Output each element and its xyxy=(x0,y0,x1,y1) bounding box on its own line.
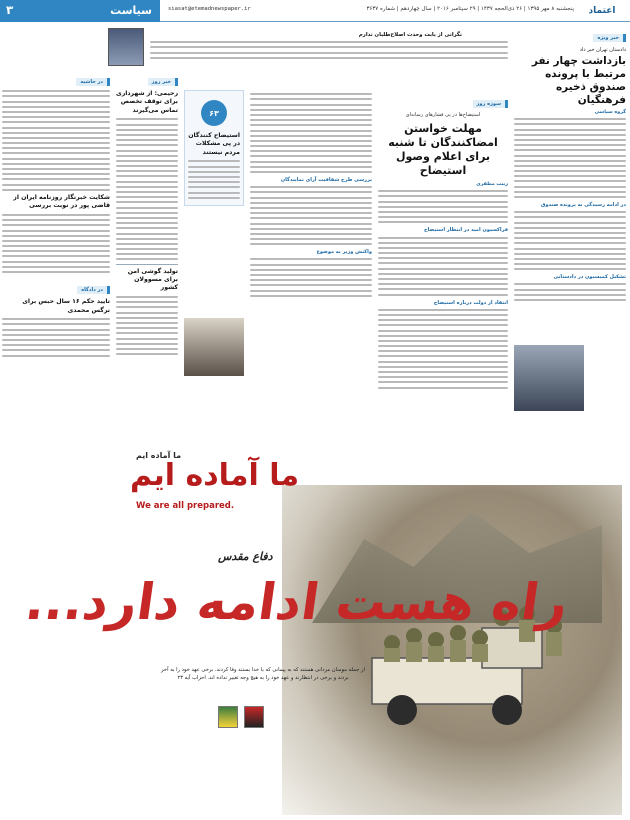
campaign-english-tagline: We are all prepared. xyxy=(136,501,235,511)
section-tag: خبر ویژه xyxy=(593,34,626,42)
sacred-defense-advertisement xyxy=(8,423,622,815)
brief-list xyxy=(2,90,110,191)
page-header xyxy=(0,0,630,22)
section-email: siasat@etemadnewspaper.ir xyxy=(168,6,251,12)
article-subhead: واکنش وزیر به موضوع xyxy=(316,249,372,256)
article-body xyxy=(2,214,110,273)
article-small xyxy=(116,68,178,419)
prosecutor-photo xyxy=(514,345,584,411)
emblem-icon xyxy=(218,706,238,728)
politician-portrait xyxy=(108,28,144,66)
quote-headline: استیضاح کنندگان در پی مشکلات مردم نیستند xyxy=(188,132,240,156)
minister-photo xyxy=(184,318,244,376)
article-headline: تایید حکم ۱۶ سال حبس برای نرگس محمدی xyxy=(22,298,110,314)
quran-quote: از جمله مومنان مردانی هستند که به پیمانی که با خدا بستند وفا کردند. برخی عهد خود را به آخر بردند و برخی در انتظارند و عهد خود را به هیچ وجه تغییر نداده اند. احزاب آیه ۲۳ xyxy=(161,667,365,681)
badge-number: ۶۳ xyxy=(209,108,219,118)
section-tab xyxy=(0,0,160,22)
campaign-logo: ما آماده ایم xyxy=(130,458,300,493)
article-body xyxy=(378,190,508,388)
article-school-fund xyxy=(514,24,626,419)
article-subhead: بررسی طرح شفافیت آرای نمایندگان xyxy=(280,177,372,183)
article-body xyxy=(2,318,110,356)
article-body xyxy=(116,296,178,355)
article-headline: شکایت خبرنگار روزنامه ایران از قاضی پور در نوبت بررسی xyxy=(13,193,110,210)
top-strip-title: نگرانی از بابت وحدت اصلاح‌طلبان ندارم xyxy=(358,32,462,38)
sacred-defense-title: دفاع مقدس xyxy=(218,550,273,563)
news-area xyxy=(0,24,630,419)
article-headline: بازداشت چهار نفر مرتبط با پرونده صندوق ذخیره فرهنگیان xyxy=(531,55,626,106)
divider xyxy=(116,264,178,265)
article-byline: گروه سیاسی xyxy=(594,110,626,115)
article-body xyxy=(116,118,178,260)
number-badge xyxy=(201,100,227,126)
quote-box xyxy=(184,90,244,206)
dateline: پنجشنبه ۸ مهر ۱۳۹۵ | ۲۶ ذی‌الحجه ۱۴۳۷ | ۲۹ سپتامبر ۲۰۱۶ | سال چهاردهم | شماره ۳۶۳۷ xyxy=(366,6,574,12)
article-body xyxy=(250,93,372,297)
page-number: ۳ xyxy=(6,3,14,17)
quote-column xyxy=(184,90,244,419)
section-tag: در حاشیه xyxy=(76,78,110,86)
section-tag: خبر روز xyxy=(148,78,178,86)
article-headline: رحیمی: از شهرداری برای توقف تخصص تماس می‌گیرند xyxy=(116,90,178,114)
article-subhead: تشکیل کمیسیون در دادستانی xyxy=(553,274,626,281)
sponsor-emblems xyxy=(213,705,269,729)
section-tag: سوژه روز xyxy=(473,100,509,108)
article-headline: مهلت خواستن امضاکنندگان تا شنبه برای اعلام وصول استیضاح xyxy=(388,122,498,177)
article-headline: تولید گوشی امن برای مسوولان کشور xyxy=(127,267,178,292)
article-continued xyxy=(250,90,372,419)
section-name: سیاست xyxy=(110,4,152,17)
article-byline: زینب مظفری xyxy=(476,182,508,187)
article-body xyxy=(514,118,626,301)
article-kicker: استیضاح‌ها در پی فشارهای رسانه‌ای xyxy=(405,112,481,118)
section-tag: در دادگاه xyxy=(77,286,110,294)
emblem-icon xyxy=(244,706,264,728)
campaign-label: ما آماده ایم xyxy=(136,451,182,460)
brief-news xyxy=(2,68,110,419)
campaign-slogan: راه هست ادامه دارد... xyxy=(21,573,572,631)
article-subhead: فراکسیون امید در انتظار استیضاح xyxy=(423,227,508,234)
newspaper-logo: اعتماد xyxy=(588,6,616,16)
article-subhead: انتقاد از دولت درباره استیضاح xyxy=(433,299,508,306)
article-kicker: دادستان تهران خبر داد xyxy=(579,47,626,53)
article-subhead: در ادامه رسیدگی به پرونده صندوق xyxy=(540,202,626,208)
article-impeachment xyxy=(378,90,508,419)
